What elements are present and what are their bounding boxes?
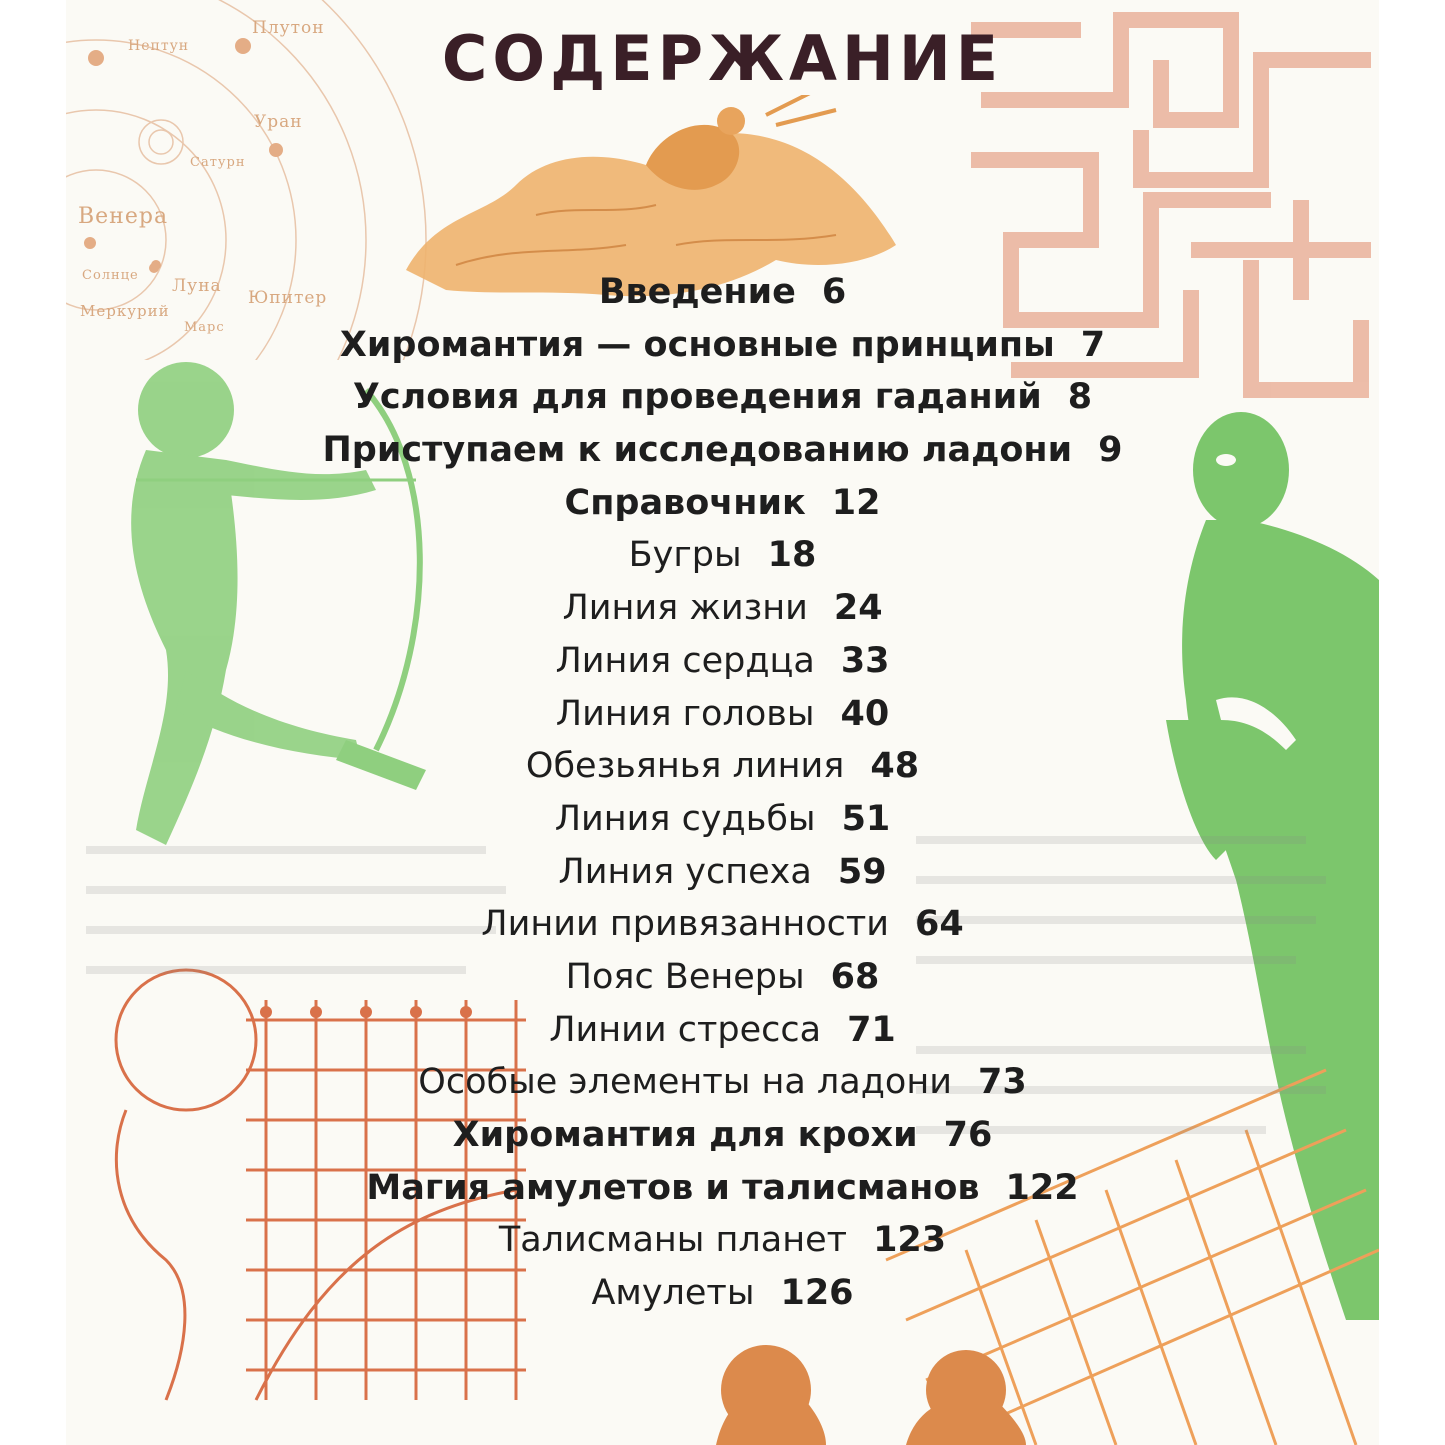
toc-entry bbox=[0, 740, 1445, 793]
toc-entry-title: Справочник bbox=[564, 482, 806, 523]
toc-entry-page-number: 76 bbox=[943, 1115, 993, 1155]
toc-entry-title: Хиромантия — основные принципы bbox=[339, 324, 1055, 365]
toc-entry-page-number: 7 bbox=[1080, 324, 1106, 365]
toc-entry-page-number: 126 bbox=[780, 1273, 854, 1314]
toc-entry-title: Линии стресса bbox=[549, 1009, 822, 1050]
page-title: СОДЕРЖАНИЕ bbox=[441, 22, 1004, 95]
planet-label-mars: Марс bbox=[184, 320, 225, 335]
toc-entry bbox=[0, 424, 1445, 477]
toc-entry-page-number: 51 bbox=[841, 798, 891, 839]
planet-label-uranus: Уран bbox=[254, 112, 303, 132]
toc-entry bbox=[0, 688, 1445, 741]
toc-entry-title: Введение bbox=[598, 272, 796, 312]
toc-entry-title: Линия жизни bbox=[562, 588, 808, 629]
toc-entry-page-number: 9 bbox=[1098, 430, 1123, 471]
toc-entry bbox=[0, 951, 1445, 1004]
toc-entry-page-number: 123 bbox=[873, 1220, 947, 1261]
toc-entry-title: Условия для проведения гаданий bbox=[352, 377, 1042, 418]
table-of-contents bbox=[0, 266, 1445, 1320]
toc-entry bbox=[0, 846, 1445, 899]
toc-entry bbox=[0, 1162, 1445, 1215]
toc-entry-page-number: 64 bbox=[915, 904, 964, 945]
toc-entry bbox=[0, 1109, 1445, 1162]
toc-entry-page-number: 122 bbox=[1005, 1167, 1079, 1208]
toc-entry-page-number: 68 bbox=[830, 956, 880, 997]
toc-entry-page-number: 48 bbox=[870, 746, 920, 787]
toc-entry-title: Линия головы bbox=[555, 693, 815, 734]
toc-entry-title: Приступаем к исследованию ладони bbox=[322, 430, 1073, 471]
planet-label-neptune: Нептун bbox=[128, 38, 190, 54]
planet-label-sun: Солнце bbox=[82, 268, 139, 283]
toc-entry-title: Линия сердца bbox=[555, 640, 815, 681]
toc-entry bbox=[0, 1267, 1445, 1320]
toc-entry bbox=[0, 635, 1445, 688]
toc-entry bbox=[0, 319, 1445, 372]
toc-entry-page-number: 12 bbox=[831, 482, 881, 523]
toc-entry-page-number: 71 bbox=[847, 1009, 896, 1050]
toc-entry-title: Линия судьбы bbox=[554, 798, 816, 839]
toc-entry-title: Линия успеха bbox=[558, 851, 812, 892]
planet-label-jupiter: Юпитер bbox=[248, 288, 328, 308]
toc-entry-page-number: 73 bbox=[977, 1062, 1027, 1103]
planet-label-venus: Венера bbox=[78, 204, 169, 229]
toc-entry bbox=[0, 1214, 1445, 1267]
toc-entry-title: Бугры bbox=[628, 535, 742, 576]
toc-entry-title: Обезьянья линия bbox=[525, 746, 845, 787]
toc-entry-title: Особые элементы на ладони bbox=[418, 1062, 952, 1103]
toc-entry-title: Амулеты bbox=[591, 1273, 755, 1314]
toc-entry bbox=[0, 529, 1445, 582]
toc-entry-page-number: 40 bbox=[840, 693, 890, 734]
toc-entry-title: Пояс Венеры bbox=[565, 956, 805, 997]
toc-entry-page-number: 18 bbox=[767, 535, 817, 576]
planet-label-pluto: Плутон bbox=[252, 18, 325, 38]
toc-entry bbox=[0, 1004, 1445, 1057]
toc-entry-page-number: 59 bbox=[837, 851, 887, 892]
toc-entry-title: Хиромантия для крохи bbox=[452, 1115, 918, 1155]
toc-entry-page-number: 33 bbox=[840, 640, 890, 681]
toc-entry bbox=[0, 371, 1445, 424]
toc-entry bbox=[0, 1056, 1445, 1109]
planet-label-saturn: Сатурн bbox=[190, 155, 246, 170]
toc-entry-title: Магия амулетов и талисманов bbox=[366, 1167, 980, 1208]
toc-entry bbox=[0, 793, 1445, 846]
toc-entry-page-number: 24 bbox=[833, 588, 883, 629]
toc-entry bbox=[0, 898, 1445, 951]
planet-label-mercury: Меркурий bbox=[80, 302, 170, 320]
toc-entry bbox=[0, 266, 1445, 319]
toc-entry-page-number: 8 bbox=[1067, 377, 1093, 418]
toc-entry-title: Линии привязанности bbox=[481, 904, 889, 945]
toc-entry-title: Талисманы планет bbox=[498, 1220, 848, 1261]
toc-entry-page-number: 6 bbox=[821, 272, 847, 312]
toc-entry bbox=[0, 582, 1445, 635]
planet-label-moon: Луна bbox=[172, 276, 222, 296]
toc-entry bbox=[0, 477, 1445, 530]
